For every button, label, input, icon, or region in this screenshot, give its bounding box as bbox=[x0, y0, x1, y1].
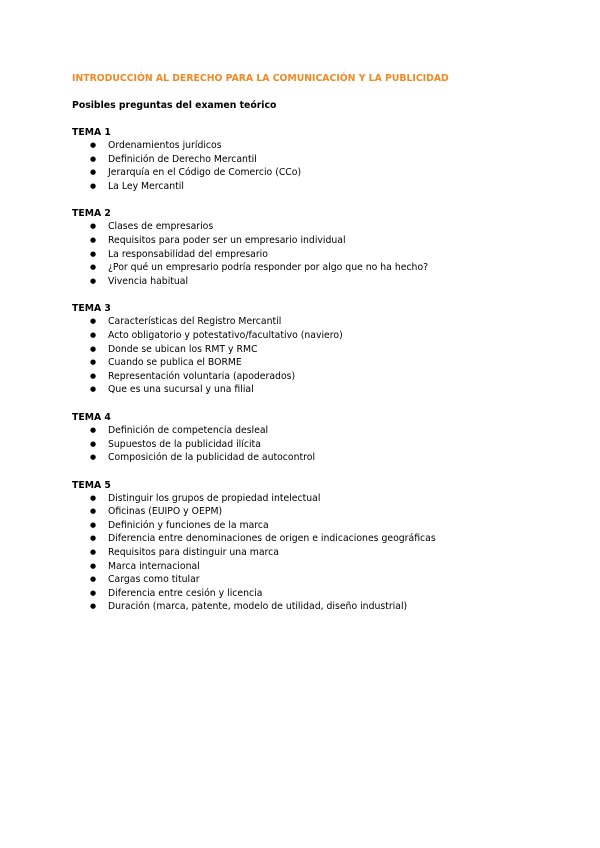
bullet-dot-icon: ● bbox=[90, 222, 97, 231]
bullet-dot-icon: ● bbox=[90, 561, 97, 570]
tema-section bbox=[72, 479, 552, 614]
list-item-text: Supuestos de la publicidad ilícita bbox=[108, 438, 261, 450]
bullet-dot-icon: ● bbox=[90, 575, 97, 584]
list-item bbox=[90, 343, 552, 357]
list-item-text: Marca internacional bbox=[108, 560, 200, 572]
list-item-text: Cuando se publica el BORME bbox=[108, 357, 242, 369]
question-list bbox=[72, 139, 552, 193]
list-item-text: Composición de la publicidad de autocontrol bbox=[108, 452, 316, 464]
list-item bbox=[90, 261, 552, 275]
bullet-dot-icon: ● bbox=[90, 520, 97, 529]
list-item-text: Diferencia entre denominaciones de origen e indicaciones geográficas bbox=[108, 533, 436, 545]
bullet-dot-icon: ● bbox=[90, 602, 97, 611]
list-item bbox=[90, 546, 552, 560]
list-item bbox=[90, 234, 552, 248]
list-item-text: Clases de empresarios bbox=[108, 221, 214, 233]
list-item bbox=[90, 248, 552, 262]
list-item-text: Distinguir los grupos de propiedad intelectual bbox=[108, 492, 321, 504]
list-item bbox=[90, 587, 552, 601]
list-item-text: Acto obligatorio y potestativo/facultativo (naviero) bbox=[108, 329, 343, 341]
list-item-text: Duración (marca, patente, modelo de utilidad, diseño industrial) bbox=[108, 601, 408, 613]
list-item bbox=[90, 356, 552, 370]
bullet-dot-icon: ● bbox=[90, 425, 97, 434]
list-item-text: Características del Registro Mercantil bbox=[108, 316, 282, 328]
tema-section bbox=[72, 411, 552, 465]
list-item bbox=[90, 451, 552, 465]
list-item-text: Requisitos para poder ser un empresario individual bbox=[108, 234, 346, 246]
question-list bbox=[72, 220, 552, 288]
tema-heading: TEMA 3 bbox=[72, 303, 111, 315]
list-item-text: Ordenamientos jurídicos bbox=[108, 140, 222, 151]
list-item bbox=[90, 532, 552, 546]
bullet-dot-icon: ● bbox=[90, 249, 97, 258]
list-item bbox=[90, 383, 552, 397]
list-item bbox=[90, 505, 552, 519]
bullet-dot-icon: ● bbox=[90, 507, 97, 516]
tema-section bbox=[72, 126, 552, 193]
list-item bbox=[90, 329, 552, 343]
question-list bbox=[72, 424, 552, 465]
question-list bbox=[72, 315, 552, 397]
bullet-dot-icon: ● bbox=[90, 548, 97, 557]
list-item bbox=[90, 275, 552, 289]
bullet-dot-icon: ● bbox=[90, 358, 97, 367]
list-item-text: Definición de competencia desleal bbox=[108, 424, 269, 436]
tema-heading: TEMA 1 bbox=[72, 127, 111, 138]
bullet-dot-icon: ● bbox=[90, 371, 97, 380]
tema-section bbox=[72, 207, 552, 288]
list-item bbox=[90, 492, 552, 506]
list-item-text: Que es una sucursal y una filial bbox=[108, 384, 254, 396]
list-item bbox=[90, 315, 552, 329]
bullet-dot-icon: ● bbox=[90, 181, 97, 190]
list-item-text: Diferencia entre cesión y licencia bbox=[108, 587, 263, 599]
list-item-text: Requisitos para distinguir una marca bbox=[108, 547, 279, 559]
list-item bbox=[90, 180, 552, 194]
list-item bbox=[90, 560, 552, 574]
bullet-dot-icon: ● bbox=[90, 588, 97, 597]
bullet-dot-icon: ● bbox=[90, 235, 97, 244]
list-item bbox=[90, 166, 552, 180]
list-item-text: Representación voluntaria (apoderados) bbox=[108, 370, 296, 382]
bullet-dot-icon: ● bbox=[90, 154, 97, 163]
bullet-dot-icon: ● bbox=[90, 385, 97, 394]
list-item bbox=[90, 139, 552, 153]
bullet-dot-icon: ● bbox=[90, 330, 97, 339]
bullet-dot-icon: ● bbox=[90, 344, 97, 353]
list-item bbox=[90, 573, 552, 587]
bullet-dot-icon: ● bbox=[90, 168, 97, 177]
bullet-dot-icon: ● bbox=[90, 276, 97, 285]
list-item bbox=[90, 153, 552, 167]
bullet-dot-icon: ● bbox=[90, 317, 97, 326]
list-item-text: Definición y funciones de la marca bbox=[108, 519, 269, 531]
document-page bbox=[72, 72, 552, 614]
list-item bbox=[90, 600, 552, 614]
bullet-dot-icon: ● bbox=[90, 439, 97, 448]
tema-heading: TEMA 4 bbox=[72, 411, 111, 423]
bullet-dot-icon: ● bbox=[90, 141, 97, 149]
list-item-text: Cargas como titular bbox=[108, 574, 200, 586]
bullet-dot-icon: ● bbox=[90, 263, 97, 272]
list-item bbox=[90, 220, 552, 234]
list-item-text: La responsabilidad del empresario bbox=[108, 248, 268, 260]
bullet-dot-icon: ● bbox=[90, 534, 97, 543]
list-item-text: Jerarquía en el Código de Comercio (CCo) bbox=[108, 167, 302, 179]
bullet-dot-icon: ● bbox=[90, 493, 97, 502]
list-item bbox=[90, 438, 552, 452]
tema-heading: TEMA 2 bbox=[72, 208, 111, 220]
list-item bbox=[90, 424, 552, 438]
tema-heading: TEMA 5 bbox=[72, 479, 111, 491]
list-item-text: Vivencia habitual bbox=[108, 275, 189, 287]
question-list bbox=[72, 492, 552, 614]
document-title: INTRODUCCIÓN AL DERECHO PARA LA COMUNICACIÓN Y LA PUBLICIDAD bbox=[72, 73, 449, 84]
list-item-text: ¿Por qué un empresario podría responder por algo que no ha hecho? bbox=[108, 262, 429, 274]
list-item-text: Oficinas (EUIPO y OEPM) bbox=[108, 506, 223, 518]
document-subtitle: Posibles preguntas del examen teórico bbox=[72, 100, 277, 111]
list-item-text: Definición de Derecho Mercantil bbox=[108, 153, 257, 165]
bullet-dot-icon: ● bbox=[90, 453, 97, 462]
list-item bbox=[90, 370, 552, 384]
list-item-text: Donde se ubican los RMT y RMC bbox=[108, 343, 258, 355]
sections-container bbox=[72, 126, 552, 614]
list-item bbox=[90, 519, 552, 533]
tema-section bbox=[72, 302, 552, 397]
list-item-text: La Ley Mercantil bbox=[108, 180, 184, 192]
